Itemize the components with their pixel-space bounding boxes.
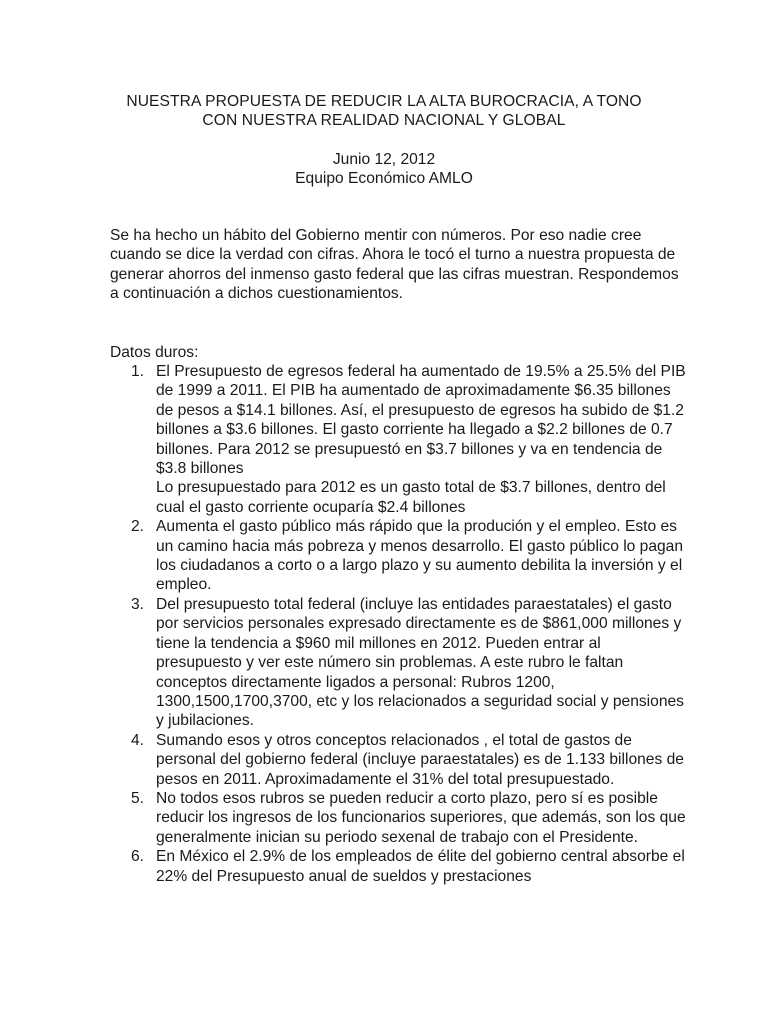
datos-list bbox=[110, 362, 690, 886]
list-item bbox=[110, 595, 690, 731]
list-item-extra-text: Lo presupuestado para 2012 es un gasto total de $3.7 billones, dentro del cual el gasto corriente ocuparía $2.4 billones bbox=[156, 479, 666, 516]
list-item-text: Aumenta el gasto público más rápido que la produción y el empleo. Esto es un camino hacia más pobreza y menos desarrollo. El gasto público lo pagan los ciudadanos a corto o a largo plazo y su aumento debilita la inversión y el empleo. bbox=[156, 518, 684, 594]
list-item-text: En México el 2.9% de los empleados de élite del gobierno central absorbe el 22% del Presupuesto anual de sueldos y prestaciones bbox=[156, 848, 685, 885]
list-item bbox=[110, 362, 690, 517]
document-author: Equipo Económico AMLO bbox=[295, 170, 473, 187]
intro-paragraph: Se ha hecho un hábito del Gobierno mentir con números. Por eso nadie cree cuando se dice la verdad con cifras. Ahora le tocó el turno a nuestra propuesta de generar ahorros del inmenso gasto federal que las cifras muestran. Respondemos a continuación a dichos cuestionamientos. bbox=[110, 227, 679, 303]
list-item bbox=[110, 789, 690, 847]
list-item-number: 5. bbox=[131, 789, 145, 807]
datos-duros-heading: Datos duros: bbox=[110, 344, 199, 361]
title-line-1: NUESTRA PROPUESTA DE REDUCIR LA ALTA BUROCRACIA, A TONO bbox=[126, 93, 642, 110]
list-item bbox=[110, 731, 690, 789]
list-item bbox=[110, 517, 690, 595]
list-item-number: 6. bbox=[131, 848, 145, 866]
list-item-text: No todos esos rubros se pueden reducir a corto plazo, pero sí es posible reducir los ingresos de los funcionarios superiores, que además, son los que generalmente inician su periodo sexenal de trabajo con el Presidente. bbox=[156, 789, 686, 846]
list-item-number: 3. bbox=[131, 595, 145, 613]
list-item-number: 2. bbox=[131, 518, 145, 536]
title-line-2: CON NUESTRA REALIDAD NACIONAL Y GLOBAL bbox=[202, 112, 566, 129]
list-item-text: El Presupuesto de egresos federal ha aumentado de 19.5% a 25.5% del PIB de 1999 a 2011. El PIB ha aumentado de aproximadamente $6.35 billones de pesos a $14.1 billones. Así, el presupuesto de egresos ha subido de $1.2 billones a $3.6 billones. El gasto corriente ha llegado a $2.2 billones de 0.7 billones. Para 2012 se presupuestó en $3.7 billones y va en tendencia de $3.8 billones bbox=[156, 363, 686, 478]
list-item-number: 4. bbox=[131, 731, 145, 749]
list-item-text: Sumando esos y otros conceptos relacionados , el total de gastos de personal del gobierno federal (incluye paraestatales) es de 1.133 billones de pesos en 2011. Aproximadamente el 31% del total presupuestado. bbox=[156, 731, 684, 788]
list-item-text: Del presupuesto total federal (incluye las entidades paraestatales) el gasto por servicios personales expresado directamente es de $861,000 millones y tiene la tendencia a $960 mil millones en 2012. Pueden entrar al presupuesto y ver este número sin problemas. A este rubro le faltan conceptos directamente ligados a personal: Rubros 1200, 1300,1500,1700,3700, etc y los relacionados a seguridad social y pensiones y jubilaciones. bbox=[156, 595, 684, 730]
document-title bbox=[60, 92, 708, 130]
document-date: Junio 12, 2012 bbox=[332, 151, 436, 168]
list-item bbox=[110, 847, 690, 886]
list-item-number: 1. bbox=[131, 363, 145, 380]
document-meta bbox=[60, 150, 708, 188]
